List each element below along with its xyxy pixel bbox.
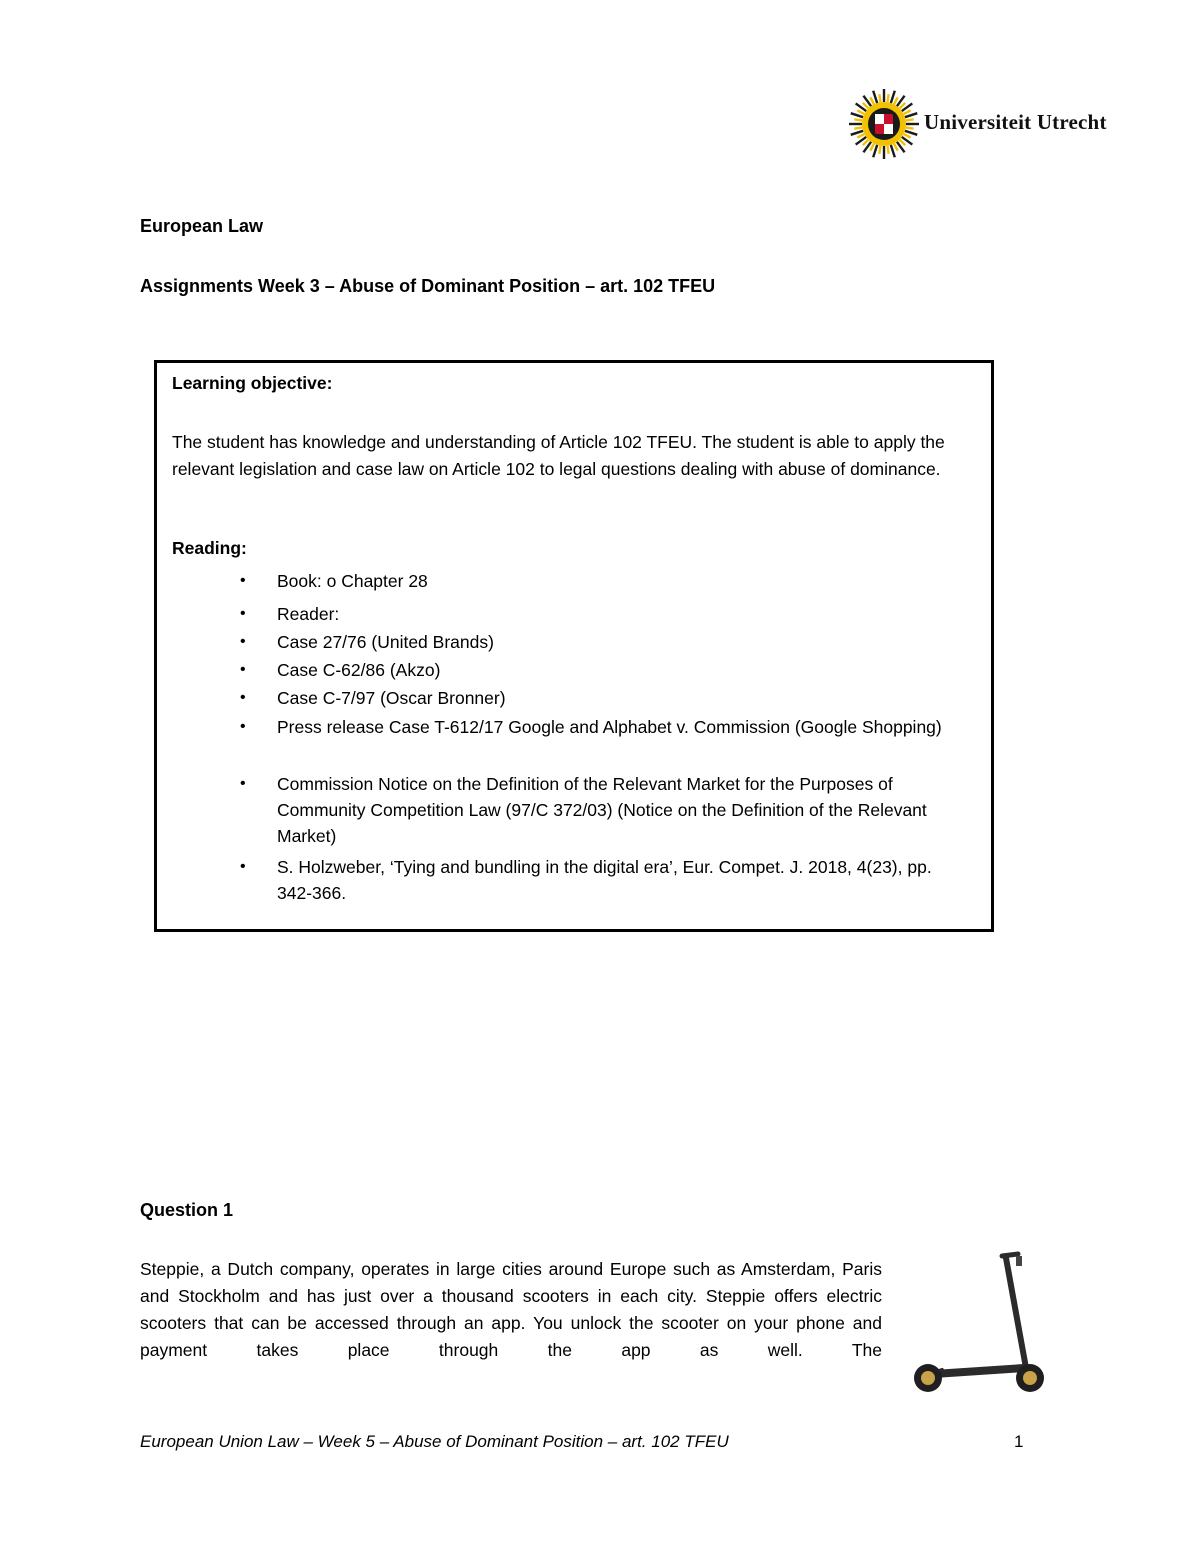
bullet: • <box>240 858 246 875</box>
reading-item-text: Case C-62/86 (Akzo) <box>277 660 441 680</box>
bullet: • <box>240 718 246 735</box>
reading-item-text: Press release Case T-612/17 Google and Alphabet v. Commission (Google Shopping) <box>277 717 942 737</box>
reading-item-text: Commission Notice on the Definition of the Relevant Market for the Purposes of Community Competition Law (97/C 372/03) (Notice on the Definition of the Relevant Market) <box>277 774 927 846</box>
bullet: • <box>240 775 246 792</box>
reading-item-text: Book: o Chapter 28 <box>277 571 428 591</box>
question-text: Steppie, a Dutch company, operates in large cities around Europe such as Amsterdam, Paris and Stockholm and has just over a thousand scooters in each city. Steppie offers electric scooters that can be accessed through an app. You unlock the scooter on your phone and payment takes place through the app as well. The <box>140 1259 882 1360</box>
reading-item-text: Reader: <box>277 604 340 624</box>
sun-emblem-icon <box>848 88 920 160</box>
reading-item-text: Case C-7/97 (Oscar Bronner) <box>277 688 506 708</box>
bullet: • <box>240 661 246 678</box>
page-number: 1 <box>1014 1432 1024 1451</box>
objective-heading: Learning objective: <box>172 373 333 393</box>
question-title: Question 1 <box>140 1200 234 1220</box>
objective-text: The student has knowledge and understanding of Article 102 TFEU. The student is able to apply the relevant legislation and case law on Article 102 to legal questions dealing with abuse of dominance. <box>172 432 945 479</box>
learning-objective-box <box>154 360 994 932</box>
logo-wordmark: Universiteit Utrecht <box>924 110 1107 134</box>
reading-item-text: Case 27/76 (United Brands) <box>277 632 494 652</box>
assignment-title: Assignments Week 3 – Abuse of Dominant Position – art. 102 TFEU <box>140 276 716 296</box>
course-title: European Law <box>140 216 264 236</box>
bullet: • <box>240 689 246 706</box>
bullet: • <box>240 633 246 650</box>
electric-scooter-image <box>906 1250 1051 1400</box>
bullet: • <box>240 572 246 589</box>
page-footer: European Union Law – Week 5 – Abuse of Dominant Position – art. 102 TFEU <box>140 1432 729 1451</box>
reading-item-text: S. Holzweber, ‘Tying and bundling in the digital era’, Eur. Compet. J. 2018, 4(23), pp. 342-366. <box>277 857 932 903</box>
reading-heading: Reading: <box>172 538 247 558</box>
bullet: • <box>240 605 246 622</box>
university-logo <box>848 88 1138 160</box>
